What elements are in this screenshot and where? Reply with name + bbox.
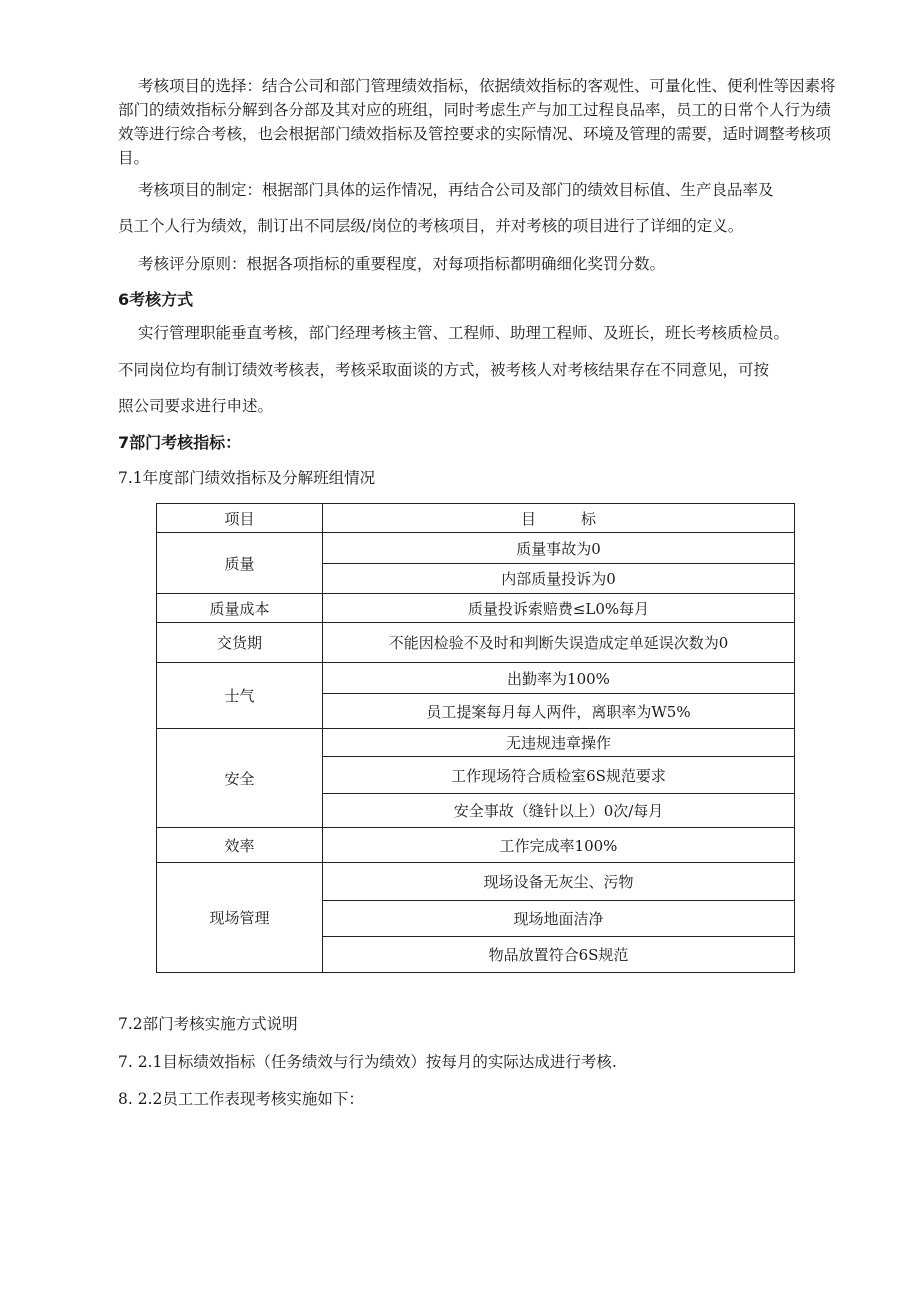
target-cell: 物品放置符合6S规范 — [323, 937, 795, 973]
target-cell: 工作完成率100% — [323, 828, 795, 863]
paragraph-scoring: 考核评分原则：根据各项指标的重要程度，对每项指标都明确细化奖罚分数。 — [138, 255, 666, 273]
kpi-table — [156, 503, 795, 973]
target-cell: 质量投诉索赔费≤L0%每月 — [323, 594, 795, 623]
paragraph-selection — [118, 74, 838, 170]
section7-sub1: 7.1年度部门绩效指标及分解班组情况 — [118, 469, 376, 487]
target-cell: 质量事故为0 — [323, 533, 795, 564]
category-cell: 质量 — [157, 533, 323, 594]
table-row — [157, 828, 795, 863]
target-cell: 安全事故（缝针以上）0次/每月 — [323, 794, 795, 828]
paragraph-formulation-line1: 考核项目的制定：根据部门具体的运作情况，再结合公司及部门的绩效目标值、生产良品率及 — [138, 181, 774, 199]
table-row — [157, 663, 795, 694]
section6-line1: 实行管理职能垂直考核，部门经理考核主管、工程师、助理工程师、及班长，班长考核质检员。 — [138, 324, 790, 342]
target-cell: 无违规违章操作 — [323, 729, 795, 757]
section6-heading: 6考核方式 — [118, 290, 194, 309]
category-cell: 交货期 — [157, 623, 323, 663]
target-cell: 内部质量投诉为0 — [323, 564, 795, 594]
paragraph-selection-text: 考核项目的选择：结合公司和部门管理绩效指标，依据绩效指标的客观性、可量化性、便利性等因素将部门的绩效指标分解到各分部及其对应的班组，同时考虑生产与加工过程良品率，员工的日常个人行为绩效等进行综合考核，也会根据部门绩效指标及管控要求的实际情况、环境及管理的需要，适时调整考核项目。 — [118, 77, 836, 167]
target-cell: 现场设备无灰尘、污物 — [323, 863, 795, 901]
header-target: 目 标 — [323, 504, 795, 533]
section7-heading: 7部门考核指标： — [118, 433, 242, 452]
paragraph-formulation-line2: 员工个人行为绩效，制订出不同层级/岗位的考核项目，并对考核的项目进行了详细的定义。 — [118, 217, 744, 235]
category-cell: 效率 — [157, 828, 323, 863]
section6-line3: 照公司要求进行申述。 — [118, 397, 274, 415]
table-row — [157, 533, 795, 564]
target-cell: 现场地面洁净 — [323, 901, 795, 937]
section7-sub2: 7.2部门考核实施方式说明 — [118, 1015, 298, 1033]
section6-line2: 不同岗位均有制订绩效考核表，考核采取面谈的方式，被考核人对考核结果存在不同意见，可按 — [118, 361, 770, 379]
category-cell: 士气 — [157, 663, 323, 729]
table-header-row — [157, 504, 795, 533]
table-row — [157, 623, 795, 663]
category-cell: 安全 — [157, 729, 323, 828]
category-cell: 质量成本 — [157, 594, 323, 623]
target-cell: 工作现场符合质检室6S规范要求 — [323, 757, 795, 794]
category-cell: 现场管理 — [157, 863, 323, 973]
table-row — [157, 729, 795, 757]
item-8-2-2: 8. 2.2员工工作表现考核实施如下： — [118, 1090, 364, 1108]
header-item: 项目 — [157, 504, 323, 533]
item-7-2-1: 7. 2.1目标绩效指标（任务绩效与行为绩效）按每月的实际达成进行考核. — [118, 1053, 617, 1071]
table-row — [157, 594, 795, 623]
table-row — [157, 863, 795, 901]
target-cell: 不能因检验不及时和判断失误造成定单延误次数为0 — [323, 623, 795, 663]
target-cell: 员工提案每月每人两件，离职率为W5% — [323, 694, 795, 729]
target-cell: 出勤率为100% — [323, 663, 795, 694]
